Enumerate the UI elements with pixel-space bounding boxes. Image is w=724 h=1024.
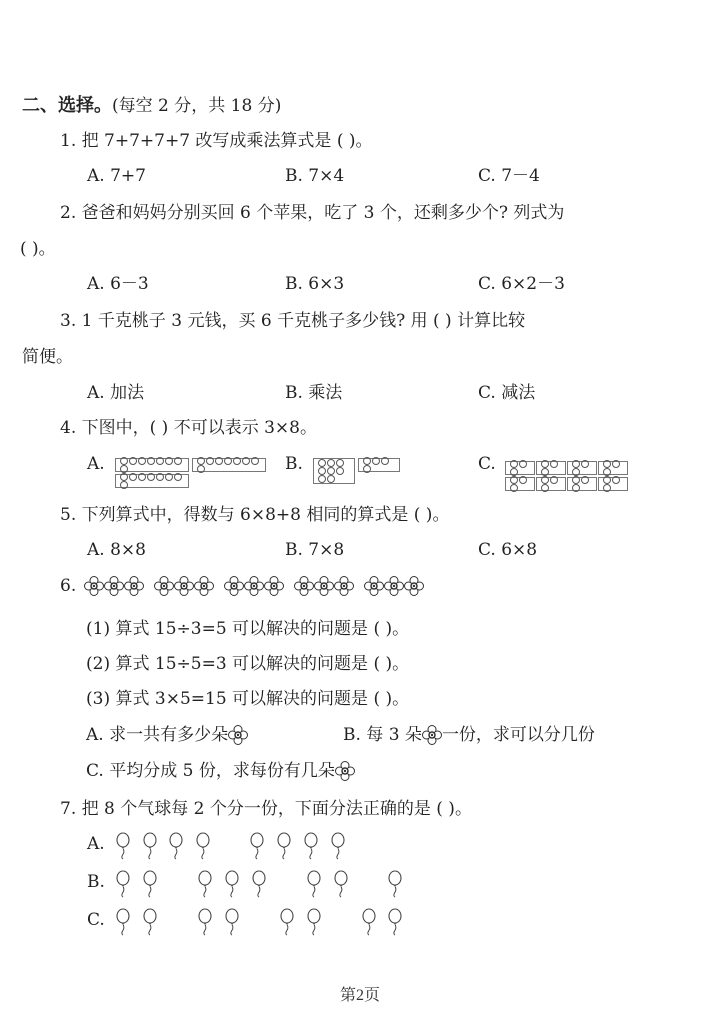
flower-icon [104,576,124,596]
flower-group [364,576,424,596]
balloon-icon [169,832,183,860]
balloon-icon [116,908,130,936]
section-title-text: 二、选择。 [22,95,112,116]
question-3-option-a: A. 加法 [87,383,145,403]
option-c-text: C. 平均分成 5 份，求每份有几朵 [86,761,335,781]
balloon-icon [331,832,345,860]
question-4-option-a-label: A. [87,454,105,474]
flower-icon [422,725,442,745]
balloon-icon [196,832,210,860]
flower-icon [384,576,404,596]
balloon-icon [143,870,157,898]
flower-icon [174,576,194,596]
option-a-text: A. 求一共有多少朵 [86,725,229,745]
flower-icon [84,576,104,596]
flower-group [84,576,144,596]
question-7-option-b-label: B. [87,872,105,892]
flower-icon [194,576,214,596]
flower-groups [84,576,434,596]
balloon-icon [388,870,402,898]
question-7-option-c-label: C. [87,910,105,930]
question-1-option-a: A. 7+7 [87,166,146,186]
page-number: 第2页 [340,987,381,1004]
question-3-stem-line1: 3. 1 千克桃子 3 元钱，买 6 千克桃子多少钱? 用 ( ) 计算比较 [60,311,526,331]
balloon-icon [116,832,130,860]
question-3-stem-line2: 简便。 [22,347,73,367]
flower-icon [314,576,334,596]
flower-icon [124,576,144,596]
circle-box-4 [358,458,400,472]
circle-box-8 [115,474,189,488]
question-2-stem-line2: ( )。 [20,239,56,259]
balloon-icon [143,832,157,860]
balloon-icon [304,832,318,860]
balloon-icon [362,908,376,936]
question-1-option-c: C. 7－4 [478,166,540,186]
balloon-icon [252,870,266,898]
flower-icon [264,576,284,596]
flower-icon [364,576,384,596]
circle-box-8 [115,458,189,472]
question-6-label: 6. [60,576,77,596]
section-note: (每空 2 分，共 18 分) [112,96,282,116]
flower-icon [154,576,174,596]
flower-group [294,576,354,596]
balloon-icon [143,908,157,936]
balloon-icon [307,870,321,898]
question-6-sub-1: (1) 算式 15÷3=5 可以解决的问题是 ( )。 [86,619,410,639]
balloon-icon [198,870,212,898]
question-5-option-b: B. 7×8 [285,540,345,560]
balloon-icon [277,832,291,860]
option-b-text-pre: B. 每 3 朵 [343,725,422,745]
question-6-option-c [86,760,355,782]
question-5-stem: 5. 下列算式中，得数与 6×8+8 相同的算式是 ( )。 [60,505,450,525]
balloon-icon [307,908,321,936]
balloon-icon [225,908,239,936]
balloon-icon [388,908,402,936]
question-1-stem: 1. 把 7+7+7+7 改写成乘法算式是 ( )。 [60,131,373,151]
question-3-option-c: C. 减法 [478,383,536,403]
balloon-icon [280,908,294,936]
flower-group [154,576,214,596]
circle-box-8 [313,458,355,484]
flower-icon [224,576,244,596]
question-6-sub-2: (2) 算式 15÷5=3 可以解决的问题是 ( )。 [86,654,410,674]
flower-icon [294,576,314,596]
section-title [22,95,281,117]
question-4-option-c-label: C. [478,454,496,474]
flower-icon [334,576,354,596]
flower-icon [335,761,355,781]
balloon-icon [198,908,212,936]
question-2-option-a: A. 6－3 [87,274,149,294]
question-4-option-b-label: B. [285,454,303,474]
question-4-stem: 4. 下图中，( ) 不可以表示 3×8。 [60,418,317,438]
circle-box-8 [192,458,266,472]
question-6-sub-3: (3) 算式 3×5=15 可以解决的问题是 ( )。 [86,689,410,709]
balloon-icon [250,832,264,860]
flower-icon [404,576,424,596]
option-b-text-post: 一份，求可以分几份 [441,725,595,745]
question-7-option-a-label: A. [87,834,105,854]
question-7-stem: 7. 把 8 个气球每 2 个分一份，下面分法正确的是 ( )。 [60,799,472,819]
question-2-option-c: C. 6×2－3 [478,274,565,294]
flower-group [224,576,284,596]
question-6-option-a [86,724,248,746]
question-5-option-a: A. 8×8 [87,540,146,560]
question-2-option-b: B. 6×3 [285,274,345,294]
flower-icon [244,576,264,596]
question-2-stem-line1: 2. 爸爸和妈妈分别买回 6 个苹果，吃了 3 个，还剩多少个? 列式为 [60,203,565,223]
balloon-icon [116,870,130,898]
question-5-option-c: C. 6×8 [478,540,538,560]
balloon-icon [225,870,239,898]
question-3-option-b: B. 乘法 [285,383,343,403]
question-6-option-b [343,724,595,746]
balloon-icon [334,870,348,898]
question-1-option-b: B. 7×4 [285,166,345,186]
flower-icon [228,725,248,745]
